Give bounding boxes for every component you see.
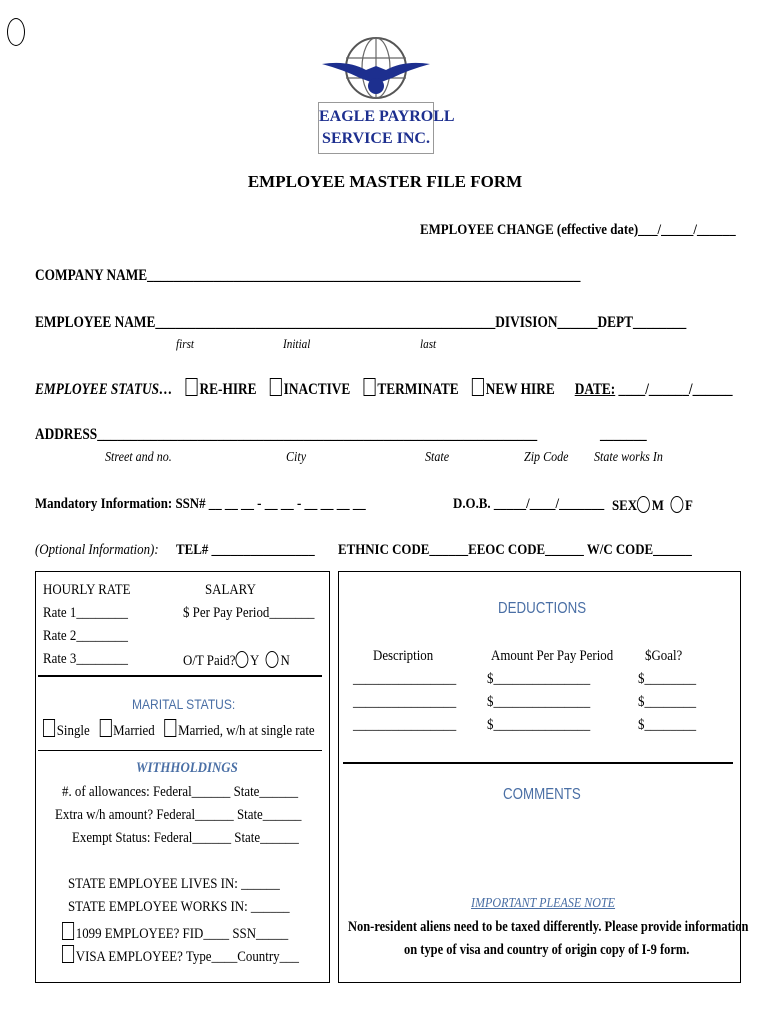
employee-name-field[interactable]: EMPLOYEE NAME___________________________________________________DIVISION______DEPT________ bbox=[35, 314, 687, 331]
page-title: EMPLOYEE MASTER FILE FORM bbox=[247, 172, 523, 191]
deduction-row-3-description[interactable]: ________________ bbox=[353, 717, 457, 733]
optional-info-label: (Optional Information): bbox=[35, 542, 159, 558]
marital-status-heading: MARITAL STATUS: bbox=[132, 696, 236, 712]
corner-circle-mark bbox=[7, 18, 25, 46]
tel-field[interactable]: TEL# ________________ bbox=[176, 542, 315, 558]
hourly-rate-heading: HOURLY RATE bbox=[43, 582, 131, 598]
per-pay-period-field[interactable]: $ Per Pay Period_______ bbox=[183, 605, 315, 621]
company-name-field[interactable]: COMPANY NAME_________________________________________________________________ bbox=[35, 267, 581, 284]
employee-1099-field[interactable]: 1099 EMPLOYEE? FID____ SSN_____ bbox=[75, 926, 289, 942]
ot-yes-label: Y bbox=[250, 653, 260, 669]
logo-line1: EAGLE PAYROLL bbox=[319, 108, 455, 125]
sex-group bbox=[612, 496, 693, 515]
married-single-rate-checkbox[interactable] bbox=[164, 719, 176, 737]
ot-paid-label: O/T Paid? bbox=[183, 653, 236, 669]
address-field[interactable]: ADDRESS__________________________________________________________________ bbox=[35, 426, 538, 443]
terminate-checkbox[interactable] bbox=[364, 378, 376, 396]
sex-female-radio[interactable] bbox=[670, 496, 683, 513]
ot-no-label: N bbox=[280, 653, 290, 669]
extra-withholding-field[interactable]: Extra w/h amount? Federal______ State______ bbox=[55, 807, 302, 823]
marital-status-row bbox=[43, 719, 315, 740]
salary-heading: SALARY bbox=[205, 582, 256, 598]
comments-heading: COMMENTS bbox=[503, 786, 581, 803]
address-sub-zip: Zip Code bbox=[524, 450, 569, 465]
dob-field[interactable]: D.O.B. _____/____/_______ bbox=[453, 496, 605, 512]
rehire-option[interactable]: RE-HIRE bbox=[186, 381, 257, 398]
eagle-globe-icon bbox=[318, 34, 434, 100]
ot-yes-radio[interactable] bbox=[235, 651, 248, 668]
ot-paid-group bbox=[183, 651, 290, 670]
comments-area[interactable] bbox=[345, 810, 733, 890]
address-sub-street: Street and no. bbox=[105, 450, 172, 465]
name-sub-initial: Initial bbox=[283, 336, 311, 351]
single-option[interactable]: Single bbox=[43, 723, 90, 739]
state-works-in-field[interactable]: STATE EMPLOYEE WORKS IN: ______ bbox=[68, 899, 290, 915]
state-works-field[interactable]: _______ bbox=[600, 426, 647, 443]
address-sub-state-works: State works In bbox=[594, 450, 663, 465]
withholdings-heading: WITHHOLDINGS bbox=[136, 760, 238, 776]
important-note-line1: Non-resident aliens need to be taxed differently. Please provide information bbox=[348, 919, 749, 935]
employee-change-field[interactable]: EMPLOYEE CHANGE (effective date)___/_____/______ bbox=[420, 222, 736, 238]
visa-employee-row bbox=[62, 945, 299, 966]
exempt-status-field[interactable]: Exempt Status: Federal______ State______ bbox=[72, 830, 299, 846]
new-hire-option[interactable]: NEW HIRE bbox=[472, 381, 555, 398]
company-logo bbox=[318, 34, 455, 154]
right-divider bbox=[343, 762, 733, 764]
deduction-row-2-amount[interactable]: $_______________ bbox=[487, 694, 591, 710]
rate3-field[interactable]: Rate 3________ bbox=[43, 651, 128, 667]
address-sub-city: City bbox=[286, 450, 307, 465]
deductions-col-goal: $Goal? bbox=[645, 648, 683, 664]
name-sub-last: last bbox=[420, 336, 437, 351]
married-checkbox[interactable] bbox=[99, 719, 111, 737]
married-option[interactable]: Married bbox=[99, 723, 154, 739]
address-sub-state: State bbox=[425, 450, 450, 465]
sex-label: SEX bbox=[612, 498, 638, 514]
deduction-row-2-goal[interactable]: $________ bbox=[638, 694, 697, 710]
married-single-rate-option[interactable]: Married, w/h at single rate bbox=[164, 723, 314, 739]
deductions-heading: DEDUCTIONS bbox=[498, 600, 587, 617]
status-date-label: DATE: bbox=[574, 381, 616, 398]
employee-status-row bbox=[35, 378, 733, 399]
employee-1099-row bbox=[62, 922, 288, 943]
deductions-col-amount: Amount Per Pay Period bbox=[491, 648, 614, 664]
inactive-option[interactable]: INACTIVE bbox=[270, 381, 350, 398]
new-hire-checkbox[interactable] bbox=[472, 378, 484, 396]
sex-male-radio[interactable] bbox=[637, 496, 650, 513]
deduction-row-1-goal[interactable]: $________ bbox=[638, 671, 697, 687]
codes-fields[interactable]: ETHNIC CODE______EEOC CODE______ W/C CODE______ bbox=[338, 542, 692, 558]
sex-female-label: F bbox=[684, 498, 693, 514]
left-divider-2 bbox=[38, 750, 322, 751]
status-date-field[interactable]: ____/______/______ bbox=[615, 381, 733, 398]
terminate-option[interactable]: TERMINATE bbox=[364, 381, 459, 398]
employee-status-label: EMPLOYEE STATUS… bbox=[35, 381, 173, 398]
deduction-row-3-goal[interactable]: $________ bbox=[638, 717, 697, 733]
single-checkbox[interactable] bbox=[43, 719, 55, 737]
visa-employee-checkbox[interactable] bbox=[62, 945, 74, 963]
employee-1099-checkbox[interactable] bbox=[62, 922, 74, 940]
rate2-field[interactable]: Rate 2________ bbox=[43, 628, 128, 644]
allowances-field[interactable]: #. of allowances: Federal______ State______ bbox=[62, 784, 299, 800]
rate1-field[interactable]: Rate 1________ bbox=[43, 605, 128, 621]
deduction-row-3-amount[interactable]: $_______________ bbox=[487, 717, 591, 733]
deduction-row-2-description[interactable]: ________________ bbox=[353, 694, 457, 710]
logo-line2: SERVICE INC. bbox=[322, 130, 430, 147]
important-note-line2: on type of visa and country of origin copy of I-9 form. bbox=[404, 942, 690, 958]
visa-employee-field[interactable]: VISA EMPLOYEE? Type____Country___ bbox=[75, 949, 299, 965]
name-sub-first: first bbox=[176, 336, 195, 351]
deduction-row-1-description[interactable]: ________________ bbox=[353, 671, 457, 687]
inactive-checkbox[interactable] bbox=[270, 378, 282, 396]
important-note-heading: IMPORTANT PLEASE NOTE bbox=[471, 896, 616, 911]
ssn-field[interactable]: Mandatory Information: SSN# __ __ __ - __ __ - __ __ __ __ bbox=[35, 496, 366, 512]
deductions-col-description: Description bbox=[373, 648, 434, 664]
left-divider-1 bbox=[38, 675, 322, 677]
state-lives-field[interactable]: STATE EMPLOYEE LIVES IN: ______ bbox=[68, 876, 280, 892]
rehire-checkbox[interactable] bbox=[186, 378, 198, 396]
ot-no-radio[interactable] bbox=[266, 651, 279, 668]
sex-male-label: M bbox=[651, 498, 664, 514]
deduction-row-1-amount[interactable]: $_______________ bbox=[487, 671, 591, 687]
